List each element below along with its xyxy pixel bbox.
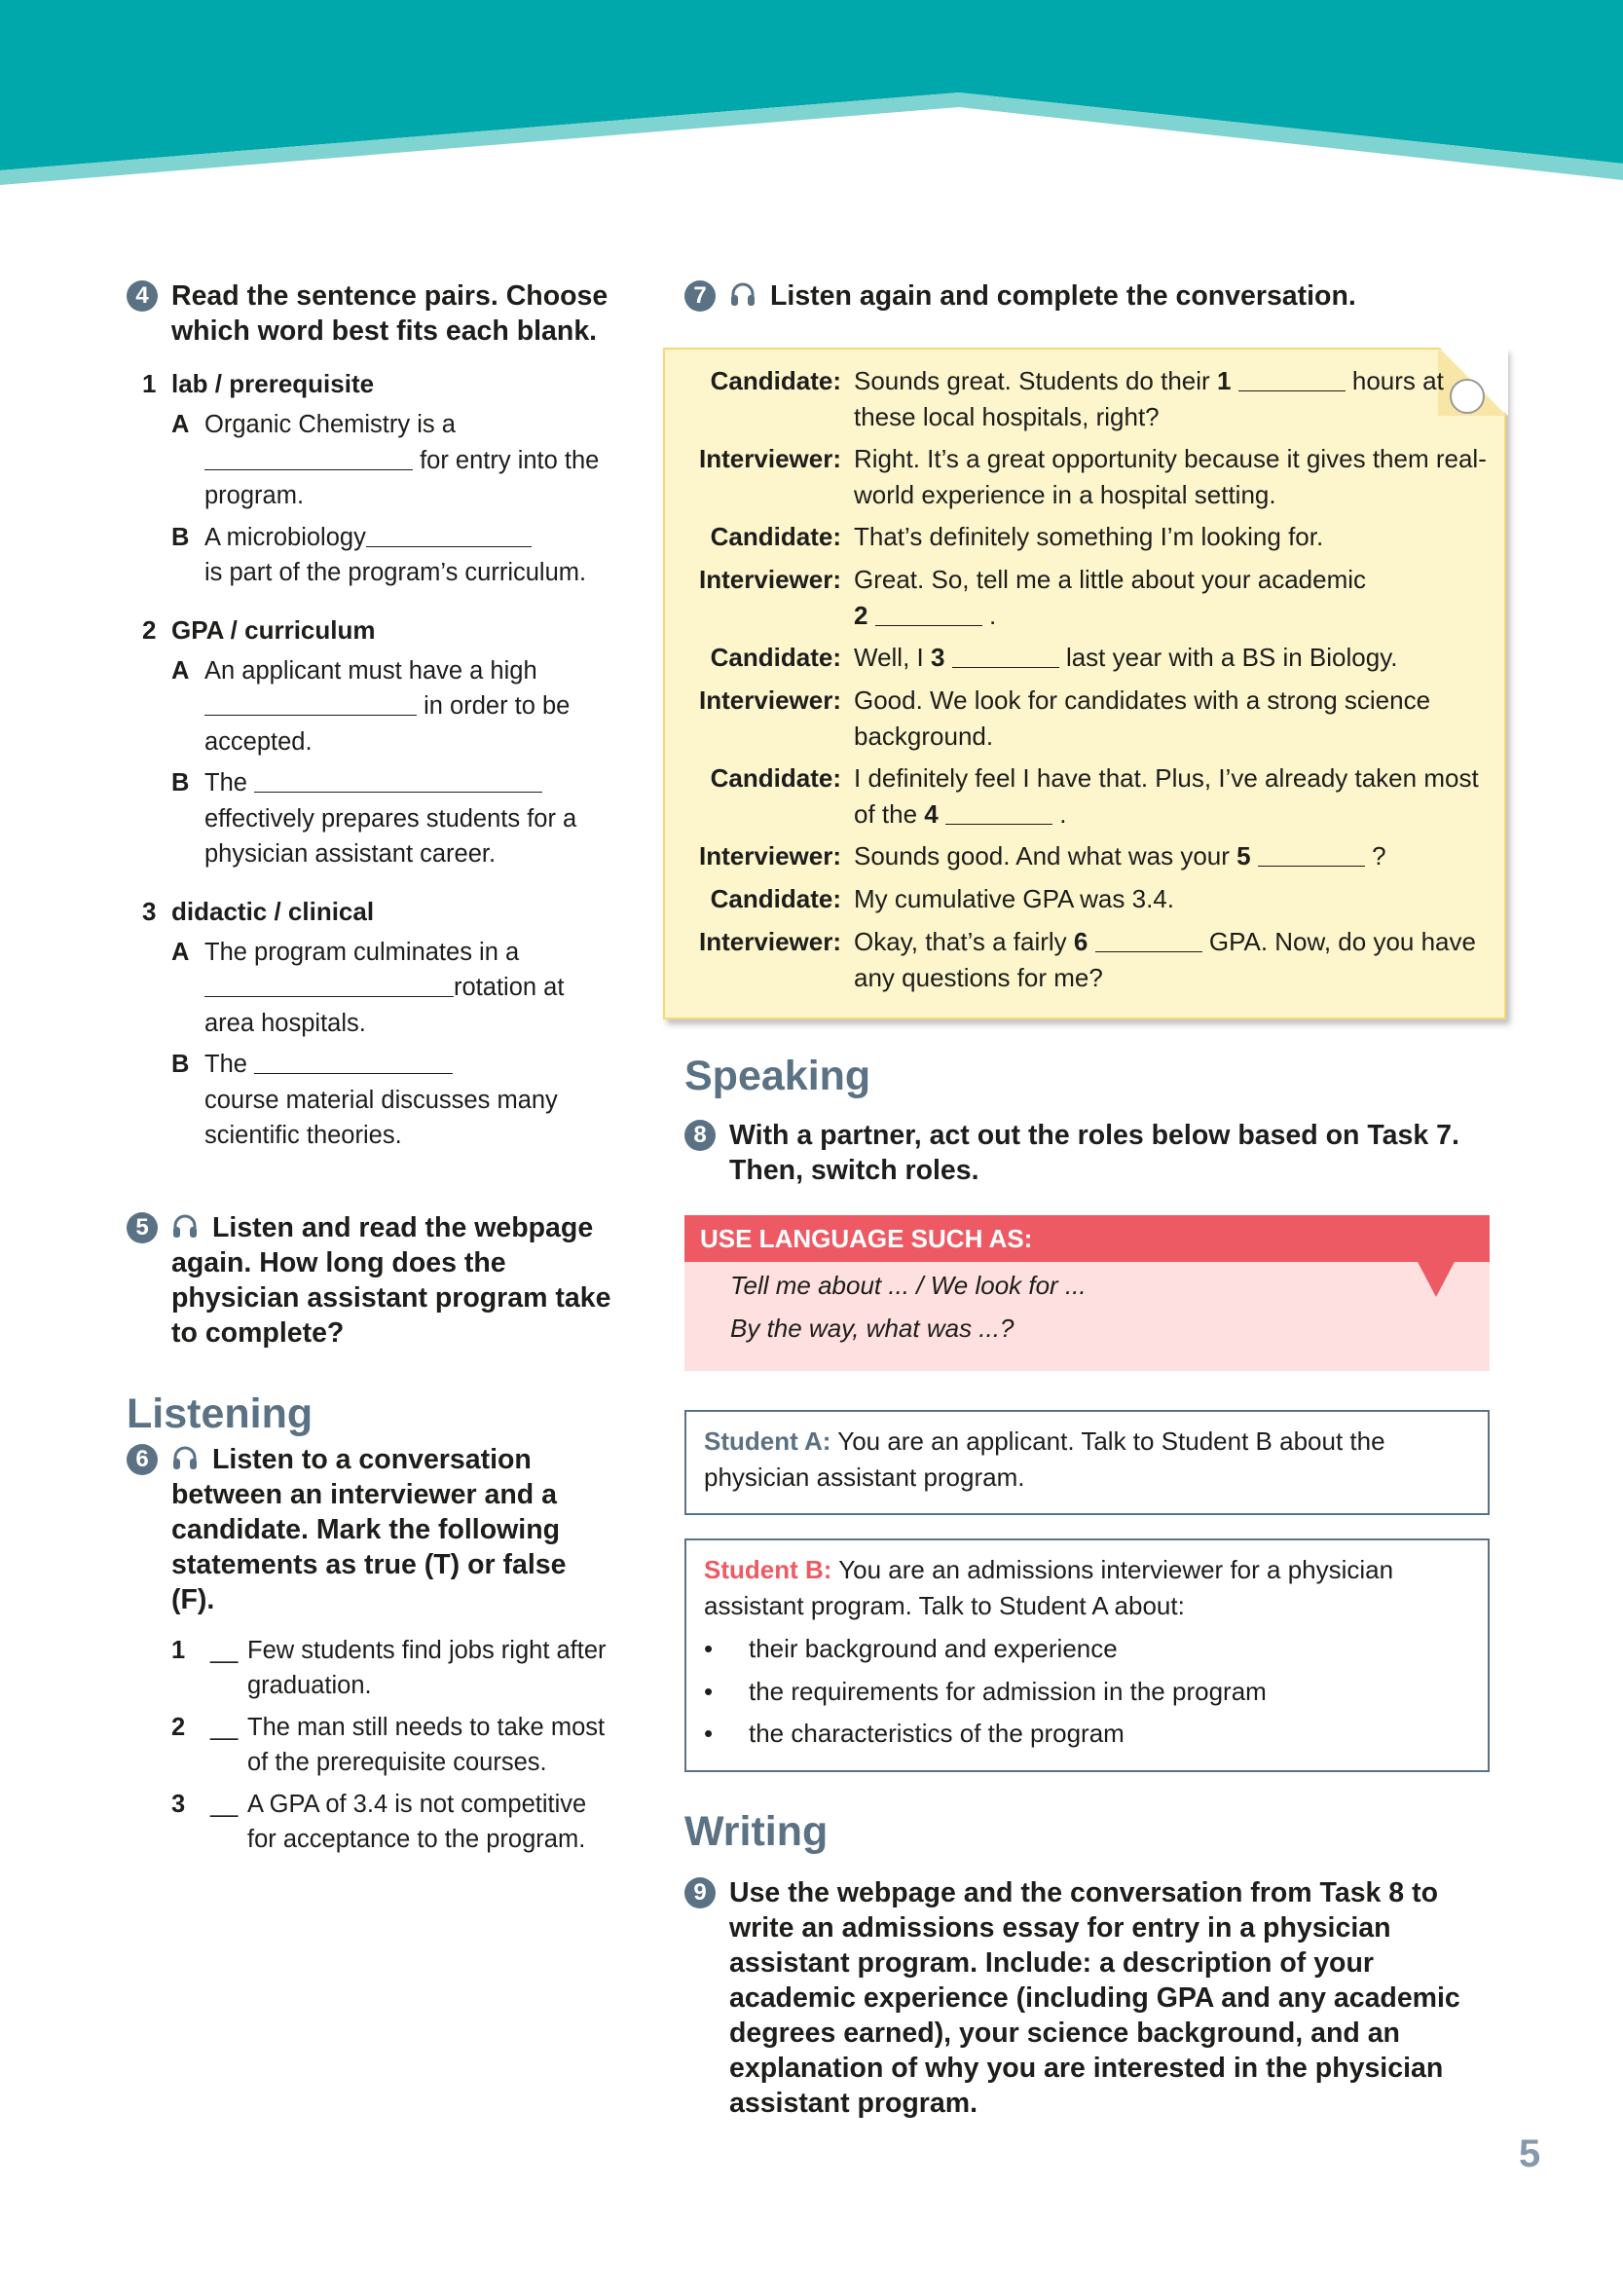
exercise-item: 1 lab / prerequisite [142,369,375,398]
header-banner [0,0,1623,195]
task-number-badge: 8 [684,1120,716,1151]
tf-answer-blank[interactable]: __ [210,1713,239,1741]
task-number-badge: 4 [127,280,158,312]
conversation-note: Candidate: Sounds great. Students do their 1 hours at these local hospitals, right? Interviewer: Right. It’s a great opportunity because it gives them real-world experience in a hospital setting. Candidate: That’s definitely something I’m looking for. Interviewer: Great. So, tell me a little about your academic 2 . Candidate: Well, I 3 last year with a BS in Biology. Interviewer: Good. We look for candidates with a strong science background. Candidate: I definitely feel I have that. Plus, I’ve already taken most of the 4 . Interviewer: Sounds good. And what was your 5 ? Candidate: My cumulative GPA was 3.4. Interviewer: Okay, that’s a fairly 6 GPA. Now, do you have any questions for me? [663,348,1506,1019]
true-false-item: 3 __ A GPA of 3.4 is not competitive for acceptance to the program. [127,1787,613,1858]
speaking-heading: Speaking [684,1053,871,1099]
exercise-item: 3 didactic / clinical [142,896,375,926]
listening-heading: Listening [127,1389,314,1437]
student-a-role-card: Student A: You are an applicant. Talk to Student B about the physician assistant program. [684,1410,1490,1515]
answer-blank[interactable] [875,603,982,626]
answer-blank[interactable] [952,645,1059,668]
sentence-a: A The program culminates in a rotation at area hospitals. [171,938,565,1037]
task-number-badge: 5 [127,1212,158,1243]
tf-answer-blank[interactable]: __ [210,1636,239,1664]
use-language-box [684,1215,1490,1371]
answer-blank[interactable] [945,801,1052,825]
student-b-role-card: Student B: You are an admissions interviewer for a physician assistant program. Talk to Student A about: • their background and experience • the requirements for admission in the program • the characteristics of the program [684,1538,1490,1772]
answer-blank[interactable] [254,1051,453,1074]
task-4-prompt: 4 Read the sentence pairs. Choose which word best fits each blank. [127,278,613,349]
phrase: Tell me about ... / We look for ... [730,1271,1087,1300]
headphones-icon[interactable] [729,280,756,308]
sentence-b: B The effectively prepares students for a physician assistant career. [171,769,577,868]
bullet-item: • their background and experience [704,1634,1118,1663]
task-5-prompt: 5 Listen and read the webpage again. How long does the physician assistant program take to complete? [127,1210,613,1351]
answer-blank[interactable] [366,524,532,547]
answer-blank[interactable] [254,769,542,793]
bullet-item: • the requirements for admission in the program [704,1676,1267,1706]
answer-blank[interactable] [204,447,413,470]
task-number-badge: 9 [684,1877,716,1908]
headphones-icon[interactable] [171,1444,199,1471]
task-8-prompt: 8 With a partner, act out the roles below based on Task 7. Then, switch roles. [684,1118,1502,1188]
task-7-prompt: 7 Listen again and complete the conversation. [684,278,1502,314]
true-false-item: 1 __ Few students find jobs right after graduation. [127,1633,613,1704]
answer-blank[interactable] [1238,368,1346,391]
answer-blank[interactable] [204,692,417,716]
sentence-b: B The course material discusses many scientific theories. [171,1051,558,1149]
task-number-badge: 6 [127,1444,158,1475]
sentence-a: A An applicant must have a high in order to be accepted. [171,656,571,756]
right-column-header [684,278,1502,314]
exercise-item: 2 GPA / curriculum [142,614,376,645]
phrase: By the way, what was ...? [730,1314,1014,1343]
task-number-badge: 7 [684,280,716,312]
tf-answer-blank[interactable]: __ [210,1790,239,1818]
bullet-item: • the characteristics of the program [704,1719,1125,1748]
left-column [127,278,613,1858]
use-language-header: USE LANGUAGE SUCH AS: [684,1215,1490,1262]
answer-blank[interactable] [1258,843,1365,867]
answer-blank[interactable] [204,974,454,997]
speech-pointer-icon [1417,1260,1456,1297]
sentence-a: A Organic Chemistry is a for entry into the program. [171,411,600,509]
task-6-prompt: 6 Listen to a conversation between an interviewer and a candidate. Mark the following statements as true (T) or false (F). [127,1442,613,1617]
sentence-b: B A microbiology is part of the program’s curriculum. [171,523,587,586]
page-number: 5 [1519,2132,1541,2175]
headphones-icon[interactable] [171,1212,199,1240]
task-9-prompt: 9 Use the webpage and the conversation from Task 8 to write an admissions essay for entry in a physician assistant program. Include: a description of your academic experience (including GPA and any academic degrees earned), your science background, and an explanation of why you are interested in the physician assistant program. [684,1875,1502,2121]
writing-heading: Writing [684,1808,829,1855]
true-false-item: 2 __ The man still needs to take most of the prerequisite courses. [127,1710,613,1781]
answer-blank[interactable] [1095,929,1202,952]
